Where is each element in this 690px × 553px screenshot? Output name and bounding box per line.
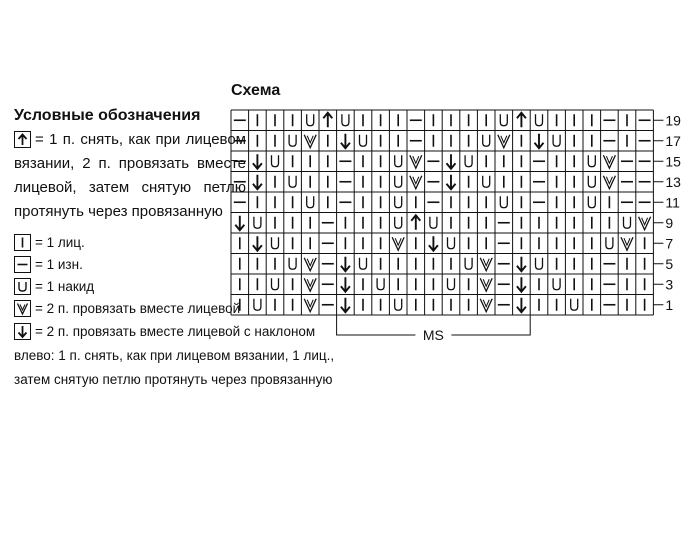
chart-cell-k2tog <box>639 217 651 230</box>
chart-cell-yo <box>624 217 631 229</box>
chart-cell-k2tog <box>392 237 404 250</box>
legend-text: = 2 п. провязать вместе лицевой с наклоном влево: 1 п. снять, как при лицевом вязании, 1 лиц., затем снятую петлю протянуть через провязанную <box>14 324 335 387</box>
repeat-label: MS <box>422 327 444 342</box>
chart-cell-k2tog <box>304 258 316 271</box>
chart-cell-k2tog <box>603 176 615 189</box>
chart-cell-yo <box>483 135 490 147</box>
row-label: 17 <box>665 132 681 149</box>
chart-cell-yo <box>588 155 595 167</box>
row-label: 11 <box>665 194 680 211</box>
legend-item-knit <box>14 232 246 254</box>
chart-cell-ssk <box>253 154 262 169</box>
scheme-title: Схема <box>231 82 281 99</box>
legend-text: = 1 изн. <box>35 257 83 272</box>
chart-cell-yo <box>571 299 578 311</box>
chart-cell-ssk <box>517 277 526 292</box>
chart-cell-yo <box>377 278 384 290</box>
row-label: 19 <box>665 112 681 129</box>
legend-item-yo <box>14 276 246 298</box>
chart-cell-yo <box>342 114 349 126</box>
chart-cell-yo <box>307 196 314 208</box>
chart-cell-yo <box>360 258 367 270</box>
legend-text: = 1 п. снять, как при лицевом вязании, 2 п. провязать вместе лицевой, затем снятую петлю протянуть через провязанную <box>14 131 246 220</box>
chart-cell-yo <box>272 278 279 290</box>
chart-cell-yo <box>395 155 402 167</box>
chart-cell-ssk <box>447 154 456 169</box>
chart-cell-yo <box>448 278 455 290</box>
chart-cell-yo <box>289 176 296 188</box>
chart-cell-ssk <box>341 257 350 272</box>
yarn-over-icon <box>14 278 31 295</box>
chart-cell-yo <box>395 176 402 188</box>
chart-cell-ssk <box>341 298 350 313</box>
chart-cell-yo <box>500 114 507 126</box>
legend-title: Условные обозначения <box>14 107 201 124</box>
chart-cell-yo <box>254 217 261 229</box>
chart-cell-yo <box>553 135 560 147</box>
chart-cell-yo <box>553 278 560 290</box>
chart-cell-ssk <box>235 216 244 231</box>
legend-item-purl <box>14 254 246 276</box>
chart-cell-k2tog <box>410 176 422 189</box>
chart-cell-ssk <box>341 277 350 292</box>
row-label: 9 <box>665 214 674 231</box>
row-label: 15 <box>665 153 681 170</box>
chart-cell-yo <box>448 237 455 249</box>
chart-cell-k2tog <box>304 278 316 291</box>
chart-cell-k2tog <box>498 135 510 148</box>
chart-cell-yo <box>289 135 296 147</box>
knit-icon <box>14 234 31 251</box>
chart-cell-yo <box>395 217 402 229</box>
chart-cell-yo <box>272 155 279 167</box>
k2tog-icon <box>14 300 31 317</box>
chart-grid <box>231 110 653 315</box>
chart-cell-yo <box>395 196 402 208</box>
legend-text: = 1 накид <box>35 279 95 294</box>
chart-cell-yo <box>465 155 472 167</box>
chart-cell-ssk <box>341 134 350 149</box>
chart-cell-k2tog <box>304 135 316 148</box>
chart-cell-slip-up <box>517 113 526 128</box>
chart-cell-ssk <box>447 175 456 190</box>
row-label: 3 <box>665 276 674 293</box>
chart-cell-ssk <box>517 257 526 272</box>
chart-cell-yo <box>606 237 613 249</box>
slip-up-icon <box>14 131 31 148</box>
chart-cell-yo <box>289 258 296 270</box>
legend-text: = 1 лиц. <box>35 235 85 250</box>
chart-cell-k2tog <box>480 278 492 291</box>
chart-cell-yo <box>483 176 490 188</box>
chart-cell-yo <box>588 196 595 208</box>
chart-cell-k2tog <box>304 299 316 312</box>
chart-cell-yo <box>360 135 367 147</box>
ssk-icon <box>14 323 31 340</box>
chart-cell-slip-up <box>411 215 420 230</box>
chart-cell-k2tog <box>480 299 492 312</box>
chart-cell-k2tog <box>410 155 422 168</box>
chart-cell-yo <box>588 176 595 188</box>
chart-cell-k2tog <box>480 258 492 271</box>
chart-cell-ssk <box>253 236 262 251</box>
chart-cell-yo <box>500 196 507 208</box>
chart-cell-ssk <box>429 236 438 251</box>
chart-cell-k2tog <box>603 155 615 168</box>
chart-cell-k2tog <box>621 237 633 250</box>
chart-cell-yo <box>307 114 314 126</box>
knitting-chart <box>226 102 690 342</box>
row-label: 13 <box>665 173 681 190</box>
legend <box>14 106 335 392</box>
chart-cell-yo <box>272 237 279 249</box>
row-label: 5 <box>665 255 674 272</box>
chart-cell-ssk <box>517 298 526 313</box>
chart-cell-yo <box>395 299 402 311</box>
row-label: 1 <box>665 296 674 313</box>
purl-icon <box>14 256 31 273</box>
legend-item-slip-up <box>14 128 246 224</box>
chart-cell-yo <box>254 299 261 311</box>
chart-cell-yo <box>536 114 543 126</box>
chart-cell-slip-up <box>323 113 332 128</box>
legend-text: = 2 п. провязать вместе лицевой <box>35 301 241 316</box>
chart-cell-yo <box>465 258 472 270</box>
chart-cell-yo <box>430 217 437 229</box>
chart-cell-ssk <box>253 175 262 190</box>
legend-item-k2tog <box>14 298 246 320</box>
chart-cell-ssk <box>535 134 544 149</box>
chart-cell-yo <box>536 258 543 270</box>
row-label: 7 <box>665 235 674 252</box>
